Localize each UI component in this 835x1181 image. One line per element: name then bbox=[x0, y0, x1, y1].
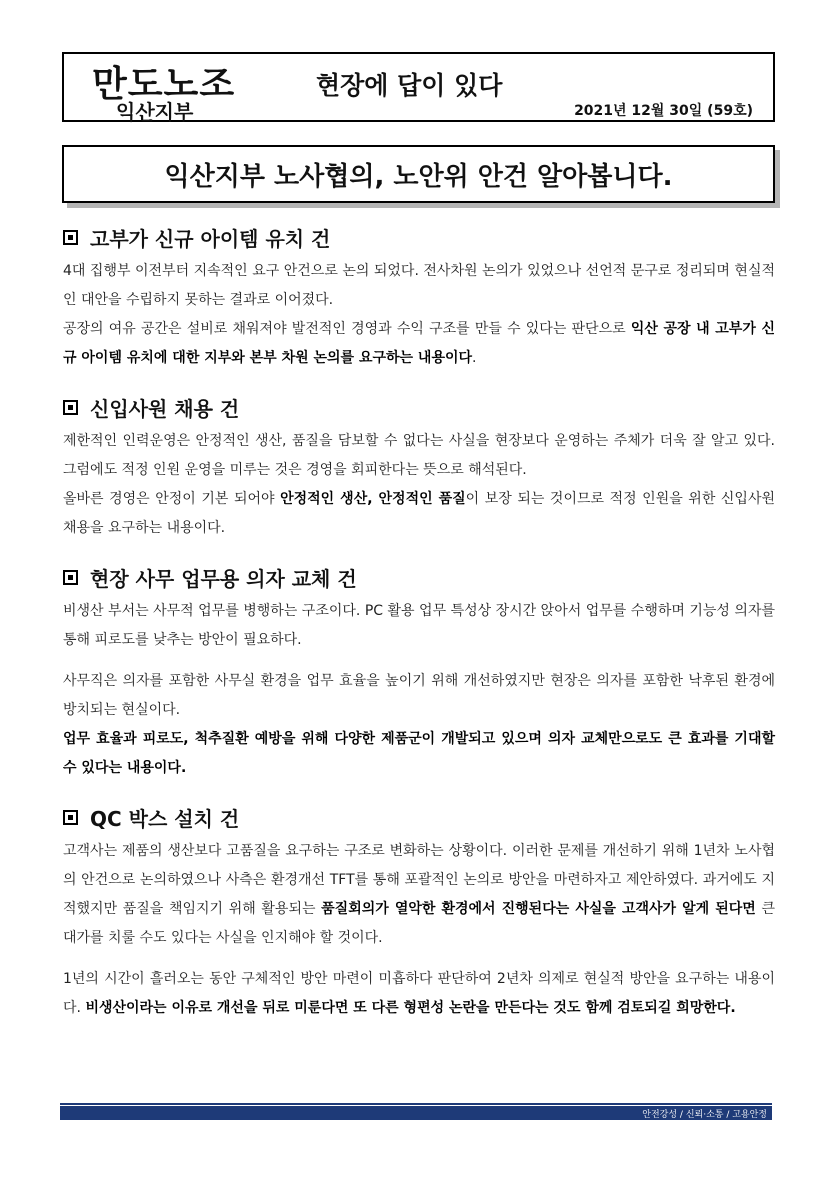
paragraph: 1년의 시간이 흘러오는 동안 구체적인 방안 마련이 미흡하다 판단하여 2년차 의제로 현실적 방안을 요구하는 내용이다. 비생산이라는 이유로 개선을 뒤로 미룬다면 또 다른 형편성 논란을 만든다는 것도 함께 검토되길 희망한다. bbox=[63, 971, 775, 1016]
square-bullet-icon bbox=[63, 400, 78, 415]
footer-slogan: 안전강성 / 신뢰·소통 / 고용안정 bbox=[639, 1107, 770, 1120]
section-qc-box bbox=[63, 802, 775, 1023]
issue-date: 2021년 12월 30일 (59호) bbox=[574, 103, 753, 119]
section-new-item bbox=[63, 222, 775, 373]
section-new-hire bbox=[63, 392, 775, 543]
headline-box bbox=[62, 145, 775, 203]
paragraph: 고객사는 제품의 생산보다 고품질을 요구하는 구조로 변화하는 상황이다. 이러한 문제를 개선하기 위해 1년차 노사협의 안건으로 논의하였으나 사측은 환경개선 TFT를 통해 포괄적인 논의로 방안을 마련하자고 제안하였다. 과거에도 지적했지만 품질을 책임지기 위해 활용되는 품질회의가 열악한 환경에서 진행된다는 사실을 고객사가 알게 된다면 큰 대가를 치룰 수도 있다는 사실을 인지해야 할 것이다. bbox=[63, 843, 775, 946]
square-bullet-icon bbox=[63, 570, 78, 585]
section-heading: 현장 사무 업무용 의자 교체 건 bbox=[63, 562, 775, 592]
section-heading: 신입사원 채용 건 bbox=[63, 392, 775, 422]
section-heading: QC 박스 설치 건 bbox=[63, 802, 775, 832]
masthead-slogan: 현장에 답이 있다 bbox=[316, 71, 503, 100]
footer-bar bbox=[60, 1106, 772, 1120]
paragraph: 사무직은 의자를 포함한 사무실 환경을 업무 효율을 높이기 위해 개선하였지만 현장은 의자를 포함한 낙후된 환경에 방치되는 현실이다. bbox=[63, 673, 775, 718]
paragraph: 올바른 경영은 안정이 기본 되어야 안정적인 생산, 안정적인 품질이 보장 되는 것이므로 적정 인원을 위한 신입사원 채용을 요구하는 내용이다. bbox=[63, 491, 776, 536]
masthead-branch: 익산지부 bbox=[116, 100, 194, 124]
headline-text: 익산지부 노사협의, 노안위 안건 알아봅니다. bbox=[164, 161, 673, 192]
square-bullet-icon bbox=[63, 810, 78, 825]
paragraph: 비생산 부서는 사무적 업무를 병행하는 구조이다. PC 활용 업무 특성상 장시간 앉아서 업무를 수행하며 기능성 의자를 통해 피로도를 낮추는 방안이 필요하다. bbox=[63, 603, 775, 648]
paragraph-bold: 업무 효율과 피로도, 척추질환 예방을 위해 다양한 제품군이 개발되고 있으며 의자 교체만으로도 큰 효과를 기대할 수 있다는 내용이다. bbox=[63, 731, 775, 776]
masthead-title: 만도노조 bbox=[92, 64, 236, 105]
masthead bbox=[62, 52, 775, 122]
square-bullet-icon bbox=[63, 230, 78, 245]
section-heading: 고부가 신규 아이템 유치 건 bbox=[63, 222, 775, 252]
paragraph: 제한적인 인력운영은 안정적인 생산, 품질을 담보할 수 없다는 사실을 현장보다 운영하는 주체가 더욱 잘 알고 있다. 그럼에도 적정 인원 운영을 미루는 것은 경영을 회피한다는 뜻으로 해석된다. bbox=[63, 433, 775, 478]
paragraph: 4대 집행부 이전부터 지속적인 요구 안건으로 논의 되었다. 전사차원 논의가 있었으나 선언적 문구로 정리되며 현실적인 대안을 수립하지 못하는 결과로 이어졌다. bbox=[63, 263, 775, 308]
paragraph: 공장의 여유 공간은 설비로 채워져야 발전적인 경영과 수익 구조를 만들 수 있다는 판단으로 익산 공장 내 고부가 신규 아이템 유치에 대한 지부와 본부 차원 논의를 요구하는 내용이다. bbox=[63, 321, 775, 366]
section-chair-replacement bbox=[63, 562, 775, 783]
